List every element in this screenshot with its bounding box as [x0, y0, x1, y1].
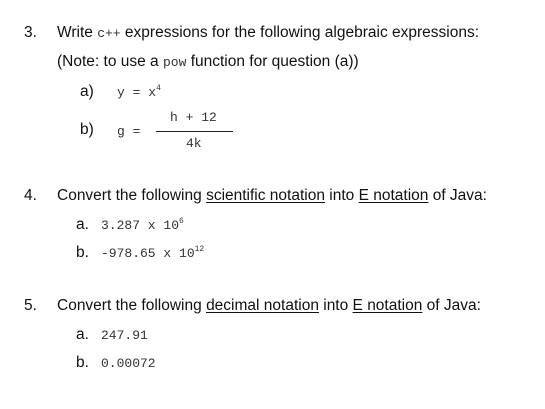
q5a-label: a. — [76, 326, 89, 343]
q3a-base: x — [148, 85, 157, 100]
q3-prompt — [57, 24, 479, 42]
q5-text-a: Convert the following — [57, 297, 207, 314]
q4b-mantissa: -978.65 x 10 — [101, 246, 195, 261]
q4a-value — [101, 218, 184, 233]
q3a-label: a) — [80, 83, 94, 100]
q3b-denominator: 4k — [186, 136, 202, 151]
q3-text-b: expressions for the following algebraic expressions: — [120, 24, 480, 41]
q5-text-c: of Java: — [422, 297, 481, 314]
q5a-value: 247.91 — [101, 328, 148, 343]
q5b-label: b. — [76, 354, 89, 371]
q3-note-a: (Note: to use a — [57, 53, 163, 70]
q3a-lhs: y — [117, 85, 125, 100]
q3-number: 3. — [24, 24, 37, 41]
q5-number: 5. — [24, 297, 37, 314]
q3b-lhs: g — [117, 124, 125, 139]
q4a-exponent: 6 — [179, 217, 184, 226]
q4b-label: b. — [76, 244, 89, 261]
q5-term-e-notation: E notation — [352, 297, 423, 314]
q3b-fraction-bar — [156, 131, 233, 132]
q5-term-decimal-notation: decimal notation — [206, 297, 319, 314]
q3b-numerator: h + 12 — [170, 110, 217, 125]
q3-text-a: Write — [57, 24, 98, 41]
q3b-label: b) — [80, 121, 94, 138]
q4-number: 4. — [24, 187, 37, 204]
q3b-eq: = — [132, 124, 141, 139]
q3a-eq: = — [132, 85, 141, 100]
q4b-exponent: 12 — [194, 245, 205, 254]
q3-code-cpp: c++ — [97, 26, 121, 41]
q3-note-code: pow — [162, 55, 187, 70]
q4-text-c: of Java: — [428, 187, 487, 204]
q3a-expression — [117, 85, 161, 100]
q4-prompt — [57, 187, 487, 205]
q4-term-scientific-notation: scientific notation — [206, 187, 325, 204]
q4a-label: a. — [76, 216, 89, 233]
q5-prompt — [57, 297, 481, 315]
q4-text-b: into — [324, 187, 359, 204]
q4-term-e-notation: E notation — [358, 187, 429, 204]
q4a-mantissa: 3.287 x 10 — [101, 218, 180, 233]
q3-note-b: function for question (a)) — [186, 53, 359, 70]
q4b-value — [101, 246, 204, 261]
q3-note — [57, 53, 359, 71]
q4-text-a: Convert the following — [57, 187, 207, 204]
q5-text-b: into — [318, 297, 353, 314]
q3a-exponent: 4 — [156, 84, 161, 93]
q3b-lhs-eq — [117, 124, 140, 139]
q5b-value: 0.00072 — [101, 356, 156, 371]
